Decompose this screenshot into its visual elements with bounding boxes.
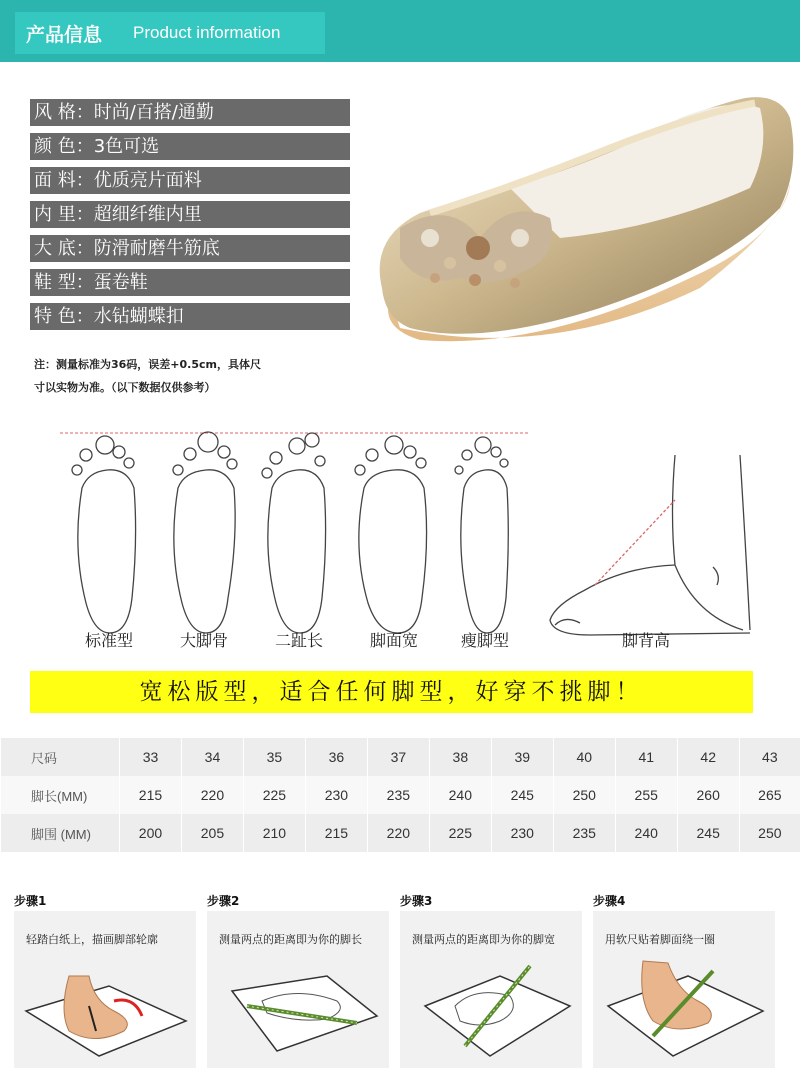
row-header: 脚围 (MM)	[1, 814, 120, 852]
spec-row-color	[30, 133, 350, 160]
spec-row-style	[30, 99, 350, 126]
table-row	[1, 776, 800, 814]
spec-row-feature	[30, 303, 350, 330]
foot-high-arch-icon	[550, 455, 750, 635]
foot-bunion-icon	[173, 432, 237, 633]
table-cell: 200	[120, 814, 182, 852]
table-cell: 40	[553, 738, 615, 776]
table-cell: 250	[553, 776, 615, 814]
size-table	[0, 738, 800, 852]
table-cell: 235	[553, 814, 615, 852]
table-cell: 225	[243, 776, 305, 814]
spec-label: 风 格：	[34, 102, 94, 123]
header-title-en: Product information	[133, 23, 281, 42]
step-4-panel	[593, 911, 775, 1068]
spec-label: 鞋 型：	[34, 272, 94, 293]
spec-label: 面 料：	[34, 170, 94, 191]
table-cell: 220	[367, 814, 429, 852]
spec-value: 超细纤维内里	[93, 204, 202, 225]
spec-value: 时尚/百搭/通勤	[93, 102, 214, 123]
header-bar	[0, 0, 800, 62]
step-1-title: 步骤1	[14, 894, 47, 908]
foot-type-diagrams	[0, 410, 800, 665]
spec-row-lining	[30, 201, 350, 228]
header-title-cn: 产品信息	[26, 24, 103, 46]
table-cell: 205	[181, 814, 243, 852]
spec-row-shoe-type	[30, 269, 350, 296]
spec-value: 蛋卷鞋	[93, 272, 148, 293]
step-2-title: 步骤2	[207, 894, 240, 908]
foot-long-second-toe-icon	[262, 433, 326, 633]
table-cell: 255	[615, 776, 677, 814]
step-4-title: 步骤4	[593, 894, 626, 908]
foot-wide-instep-icon	[355, 436, 427, 633]
foot-type-label: 脚背高	[622, 631, 671, 650]
table-cell: 34	[181, 738, 243, 776]
table-cell: 41	[615, 738, 677, 776]
table-cell: 210	[243, 814, 305, 852]
table-cell: 220	[181, 776, 243, 814]
table-cell: 33	[120, 738, 182, 776]
step-3-title: 步骤3	[400, 894, 433, 908]
shoe-product-image	[360, 88, 800, 358]
step-3-panel	[400, 911, 582, 1068]
spec-value: 3色可选	[93, 136, 160, 157]
table-cell: 250	[739, 814, 800, 852]
table-cell: 230	[491, 814, 553, 852]
table-cell: 225	[429, 814, 491, 852]
table-cell: 215	[305, 814, 367, 852]
table-cell: 260	[677, 776, 739, 814]
table-cell: 36	[305, 738, 367, 776]
foot-type-label: 大脚骨	[180, 631, 229, 650]
table-cell: 38	[429, 738, 491, 776]
table-row	[1, 738, 800, 776]
table-cell: 39	[491, 738, 553, 776]
row-header: 尺码	[1, 738, 120, 776]
table-cell: 265	[739, 776, 800, 814]
step-2-panel	[207, 911, 389, 1068]
step-1-panel	[14, 911, 196, 1068]
step-3-text: 测量两点的距离即为你的脚宽	[412, 933, 555, 946]
table-cell: 240	[615, 814, 677, 852]
spec-row-material	[30, 167, 350, 194]
foot-length-ruler-icon	[207, 951, 389, 1068]
table-cell: 35	[243, 738, 305, 776]
fit-banner: 宽松版型，适合任何脚型，好穿不挑脚！	[30, 671, 753, 713]
spec-label: 特 色：	[34, 306, 94, 327]
foot-type-label: 标准型	[85, 631, 134, 650]
foot-type-label: 瘦脚型	[461, 631, 510, 650]
table-row	[1, 814, 800, 852]
table-cell: 42	[677, 738, 739, 776]
table-cell: 43	[739, 738, 800, 776]
table-cell: 230	[305, 776, 367, 814]
spec-label: 内 里：	[34, 204, 94, 225]
spec-row-sole	[30, 235, 350, 262]
step-4-text: 用软尺贴着脚面绕一圈	[605, 933, 715, 946]
foot-type-label: 脚面宽	[370, 631, 419, 650]
table-cell: 235	[367, 776, 429, 814]
spec-label: 颜 色：	[34, 136, 94, 157]
foot-type-label: 二趾长	[275, 631, 324, 650]
table-cell: 215	[120, 776, 182, 814]
tape-measure-foot-icon	[593, 951, 775, 1068]
note-line-2: 寸以实物为准。（以下数据仅供参考）	[34, 381, 216, 394]
spec-value: 水钻蝴蝶扣	[93, 306, 184, 327]
table-cell: 240	[429, 776, 491, 814]
table-cell: 245	[677, 814, 739, 852]
step-2-text: 测量两点的距离即为你的脚长	[219, 933, 362, 946]
spec-label: 大 底：	[34, 238, 94, 259]
step-1-text: 轻踏白纸上，描画脚部轮廓	[26, 933, 158, 946]
foot-tracing-icon	[14, 951, 196, 1068]
row-header: 脚长(MM)	[1, 776, 120, 814]
foot-width-ruler-icon	[400, 951, 582, 1068]
spec-value: 优质亮片面料	[93, 170, 202, 191]
table-cell: 37	[367, 738, 429, 776]
spec-value: 防滑耐磨牛筋底	[93, 238, 220, 259]
foot-slim-icon	[455, 437, 508, 633]
note-line-1: 注：测量标准为36码，误差+0.5cm，具体尺	[34, 358, 261, 371]
table-cell: 245	[491, 776, 553, 814]
foot-standard-icon	[72, 436, 136, 633]
